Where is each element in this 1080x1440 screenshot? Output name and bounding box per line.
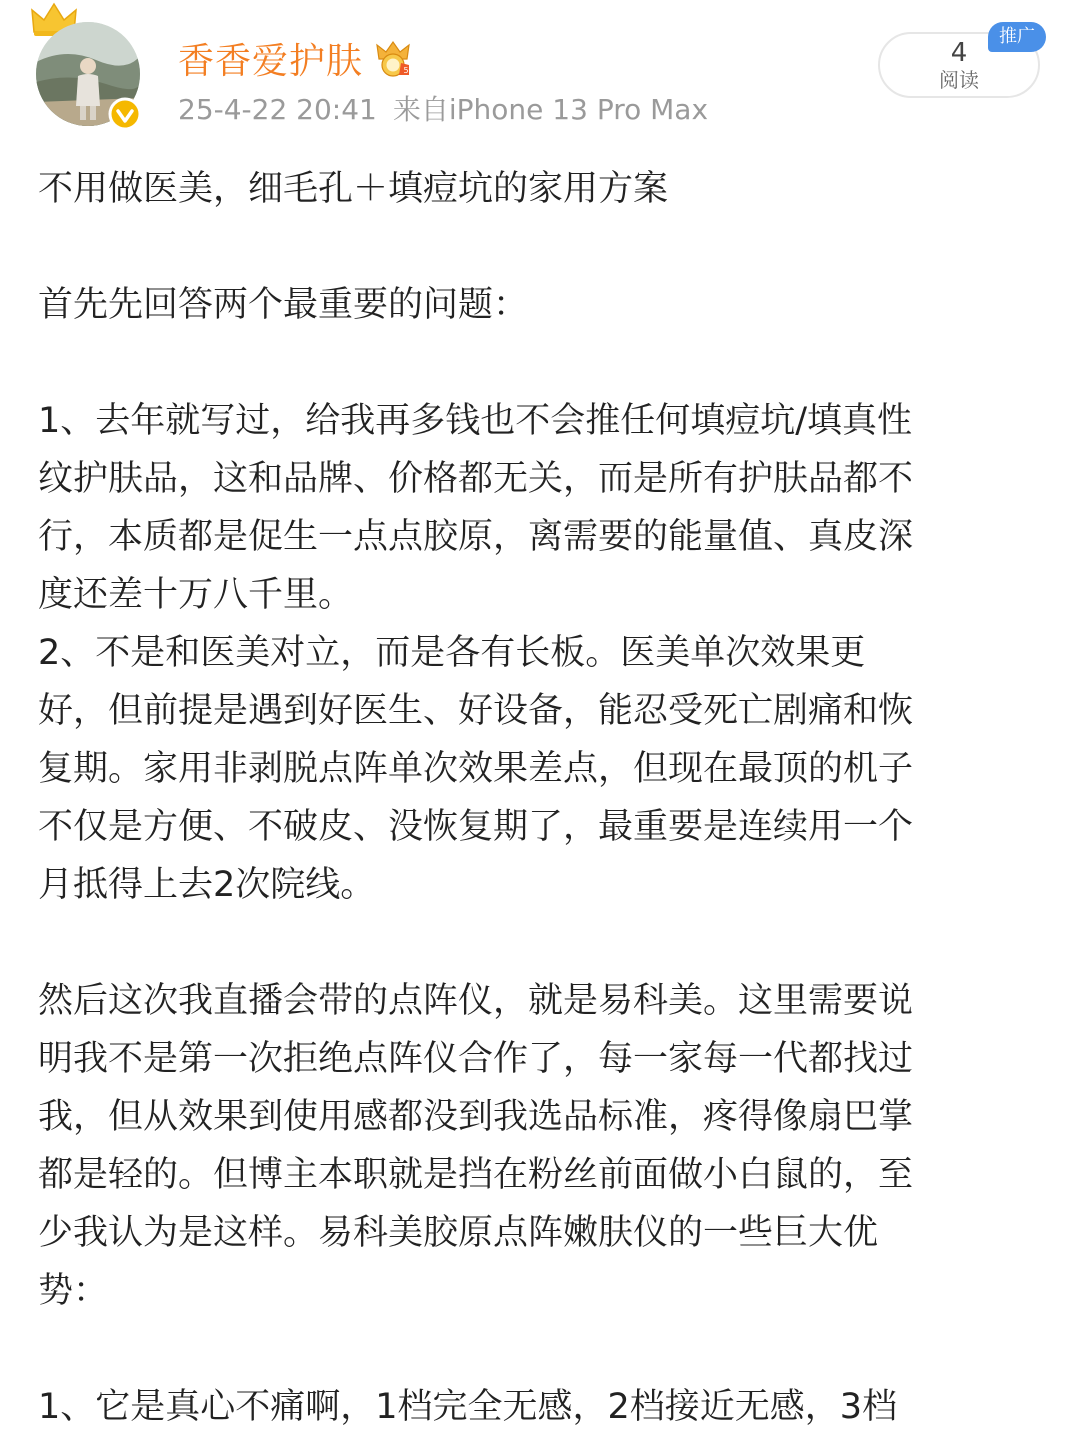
verified-icon	[108, 97, 142, 131]
post-text-line: 不仅是方便、不破皮、没恢复期了，最重要是连续用一个	[38, 807, 914, 847]
post-timestamp: 25-4-22 20:41	[178, 93, 377, 126]
post-text-line: 月抵得上去2次院线。	[38, 865, 376, 905]
username[interactable]: 香香爱护肤	[178, 40, 364, 82]
read-count: 4	[950, 38, 968, 68]
post-text-line: 纹护肤品，这和品牌、价格都无关，而是所有护肤品都不	[38, 459, 914, 499]
promo-badge: 推广	[988, 22, 1046, 52]
vip-crown-icon[interactable]	[373, 39, 413, 77]
post-text-line: 势：	[38, 1271, 109, 1311]
read-label: 阅读	[939, 68, 979, 92]
paragraph-gap	[38, 1320, 1042, 1378]
post-text-line: 1、去年就写过，给我再多钱也不会推任何填痘坑/填真性	[38, 401, 913, 441]
post-text-line: 度还差十万八千里。	[38, 575, 354, 615]
post-text-line: 明我不是第一次拒绝点阵仪合作了，每一家每一代都找过	[38, 1039, 914, 1079]
post-text-line: 1、它是真心不痛啊，1档完全无感，2档接近无感，3档	[38, 1387, 898, 1427]
paragraph-gap	[38, 218, 1042, 276]
post-text-line: 然后这次我直播会带的点阵仪，就是易科美。这里需要说	[38, 981, 914, 1021]
post-text-line: 复期。家用非剥脱点阵单次效果差点，但现在最顶的机子	[38, 749, 914, 789]
paragraph-gap	[38, 914, 1042, 972]
paragraph-gap	[38, 334, 1042, 392]
post-text-line: 都是轻的。但博主本职就是挡在粉丝前面做小白鼠的，至	[38, 1155, 914, 1195]
username-row	[178, 32, 413, 84]
post-text-line: 我，但从效果到使用感都没到我选品标准，疼得像扇巴掌	[38, 1097, 914, 1137]
post-text-line: 2、不是和医美对立，而是各有长板。医美单次效果更	[38, 633, 866, 673]
post-meta	[178, 88, 708, 128]
post-text-line: 首先先回答两个最重要的问题：	[38, 285, 529, 325]
post-body	[38, 160, 1042, 1436]
post-text-line: 少我认为是这样。易科美胶原点阵嫩肤仪的一些巨大优	[38, 1213, 879, 1253]
post-text-line: 行，本质都是促生一点点胶原，离需要的能量值、真皮深	[38, 517, 914, 557]
post-text-line: 好，但前提是遇到好医生、好设备，能忍受死亡剧痛和恢	[38, 691, 914, 731]
post-header	[0, 0, 1080, 150]
post-source: 来自iPhone 13 Pro Max	[392, 93, 709, 126]
post-text-line: 不用做医美，细毛孔＋填痘坑的家用方案	[38, 169, 669, 209]
svg-text:5: 5	[403, 66, 409, 75]
